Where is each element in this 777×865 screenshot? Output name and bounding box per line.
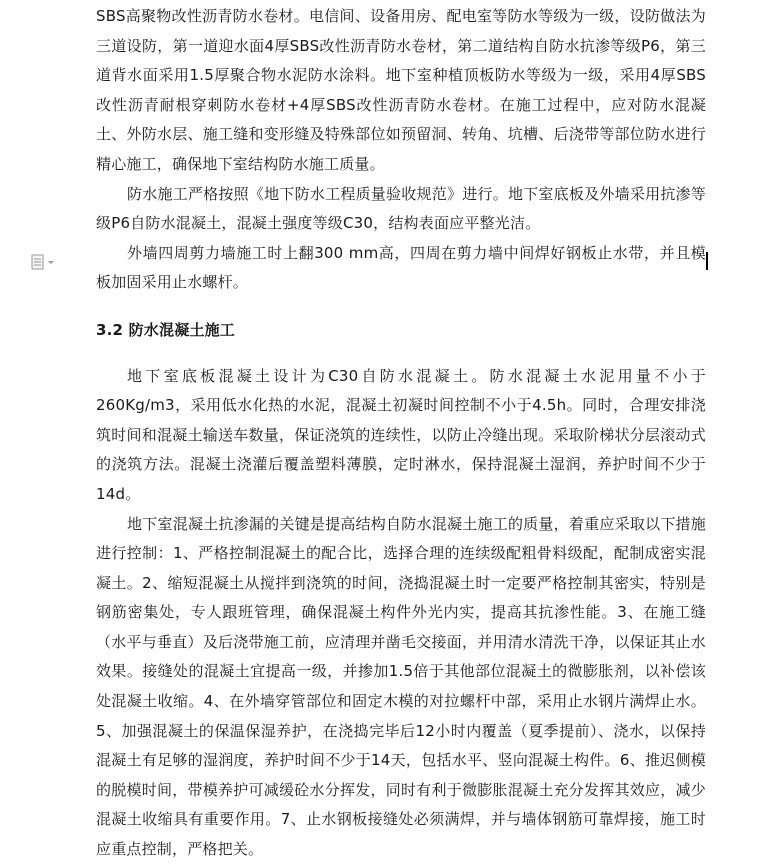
- paragraph-options-icon[interactable]: [30, 253, 58, 271]
- section-heading: 3.2 防水混凝土施工: [96, 320, 235, 339]
- paragraph-outer-wall: 外墙四周剪力墙施工时上翻300 mm高，四周在剪力墙中间焊好钢板止水带，并且模板加固采用止水螺杆。: [96, 243, 706, 292]
- paragraph-standard-reference: 防水施工严格按照《地下防水工程质量验收规范》进行。地下室底板及外墙采用抗渗等级P6自防水混凝土，混凝土强度等级C30，结构表面应平整光洁。: [96, 184, 706, 233]
- paragraph-waterproof-levels: SBS高聚物改性沥青防水卷材。电信间、设备用房、配电室等防水等级为一级，设防做法为三道设防，第一道迎水面4厚SBS改性沥青防水卷材，第二道结构自防水抗渗等级P6，第三道背水面采用1.5厚聚合物水泥防水涂料。地下室种植顶板防水等级为一级，采用4厚SBS改性沥青耐根穿刺防水卷材+4厚SBS改性沥青防水卷材。在施工过程中，应对防水混凝土、外防水层、施工缝和变形缝及特殊部位如预留洞、转角、坑槽、后浇带等部位防水进行精心施工，确保地下室结构防水施工质量。: [96, 7, 706, 173]
- document-body[interactable]: [96, 0, 706, 865]
- paragraph-concrete-spec: 地下室底板混凝土设计为C30自防水混凝土。防水混凝土水泥用量不小于260Kg/m3，采用低水化热的水泥，混凝土初凝时间控制不小于4.5h。同时，合理安排浇筑时间和混凝土输送车数量，保证浇筑的连续性，以防止冷缝出现。采取阶梯状分层滚动式的浇筑方法。混凝土浇灌后覆盖塑料薄膜，定时淋水，保持混凝土湿润，养护时间不少于14d。: [96, 366, 706, 503]
- text-cursor: [706, 252, 708, 270]
- paragraph-control-measures: 地下室混凝土抗渗漏的关键是提高结构自防水混凝土施工的质量，着重应采取以下措施进行控制：1、严格控制混凝土的配合比，选择合理的连续级配粗骨料级配，配制成密实混凝土。2、缩短混凝土从搅拌到浇筑的时间，浇捣混凝土时一定要严格控制其密实，特别是钢筋密集处，专人跟班管理，确保混凝土构件外光内实，提高其抗渗性能。3、在施工缝（水平与垂直）及后浇带施工前，应清理并凿毛交接面，并用清水清洗干净，以保证其止水效果。接缝处的混凝土宜提高一级，并掺加1.5倍于其他部位混凝土的微膨胀剂，以补偿该处混凝土收缩。4、在外墙穿管部位和固定木模的对拉螺杆中部，采用止水钢片满焊止水。5、加强混凝土的保温保湿养护，在浇捣完毕后12小时内覆盖（夏季提前）、浇水，以保持混凝土有足够的湿润度，养护时间不少于14天，包括水平、竖向混凝土构件。6、推迟侧模的脱模时间，带模养护可减缓砼水分挥发，同时有利于微膨胀混凝土充分发挥其效应，减少混凝土收缩具有重要作用。7、止水钢板接缝处必须满焊，并与墙体钢筋可靠焊接，施工时应重点控制，严格把关。: [96, 514, 706, 859]
